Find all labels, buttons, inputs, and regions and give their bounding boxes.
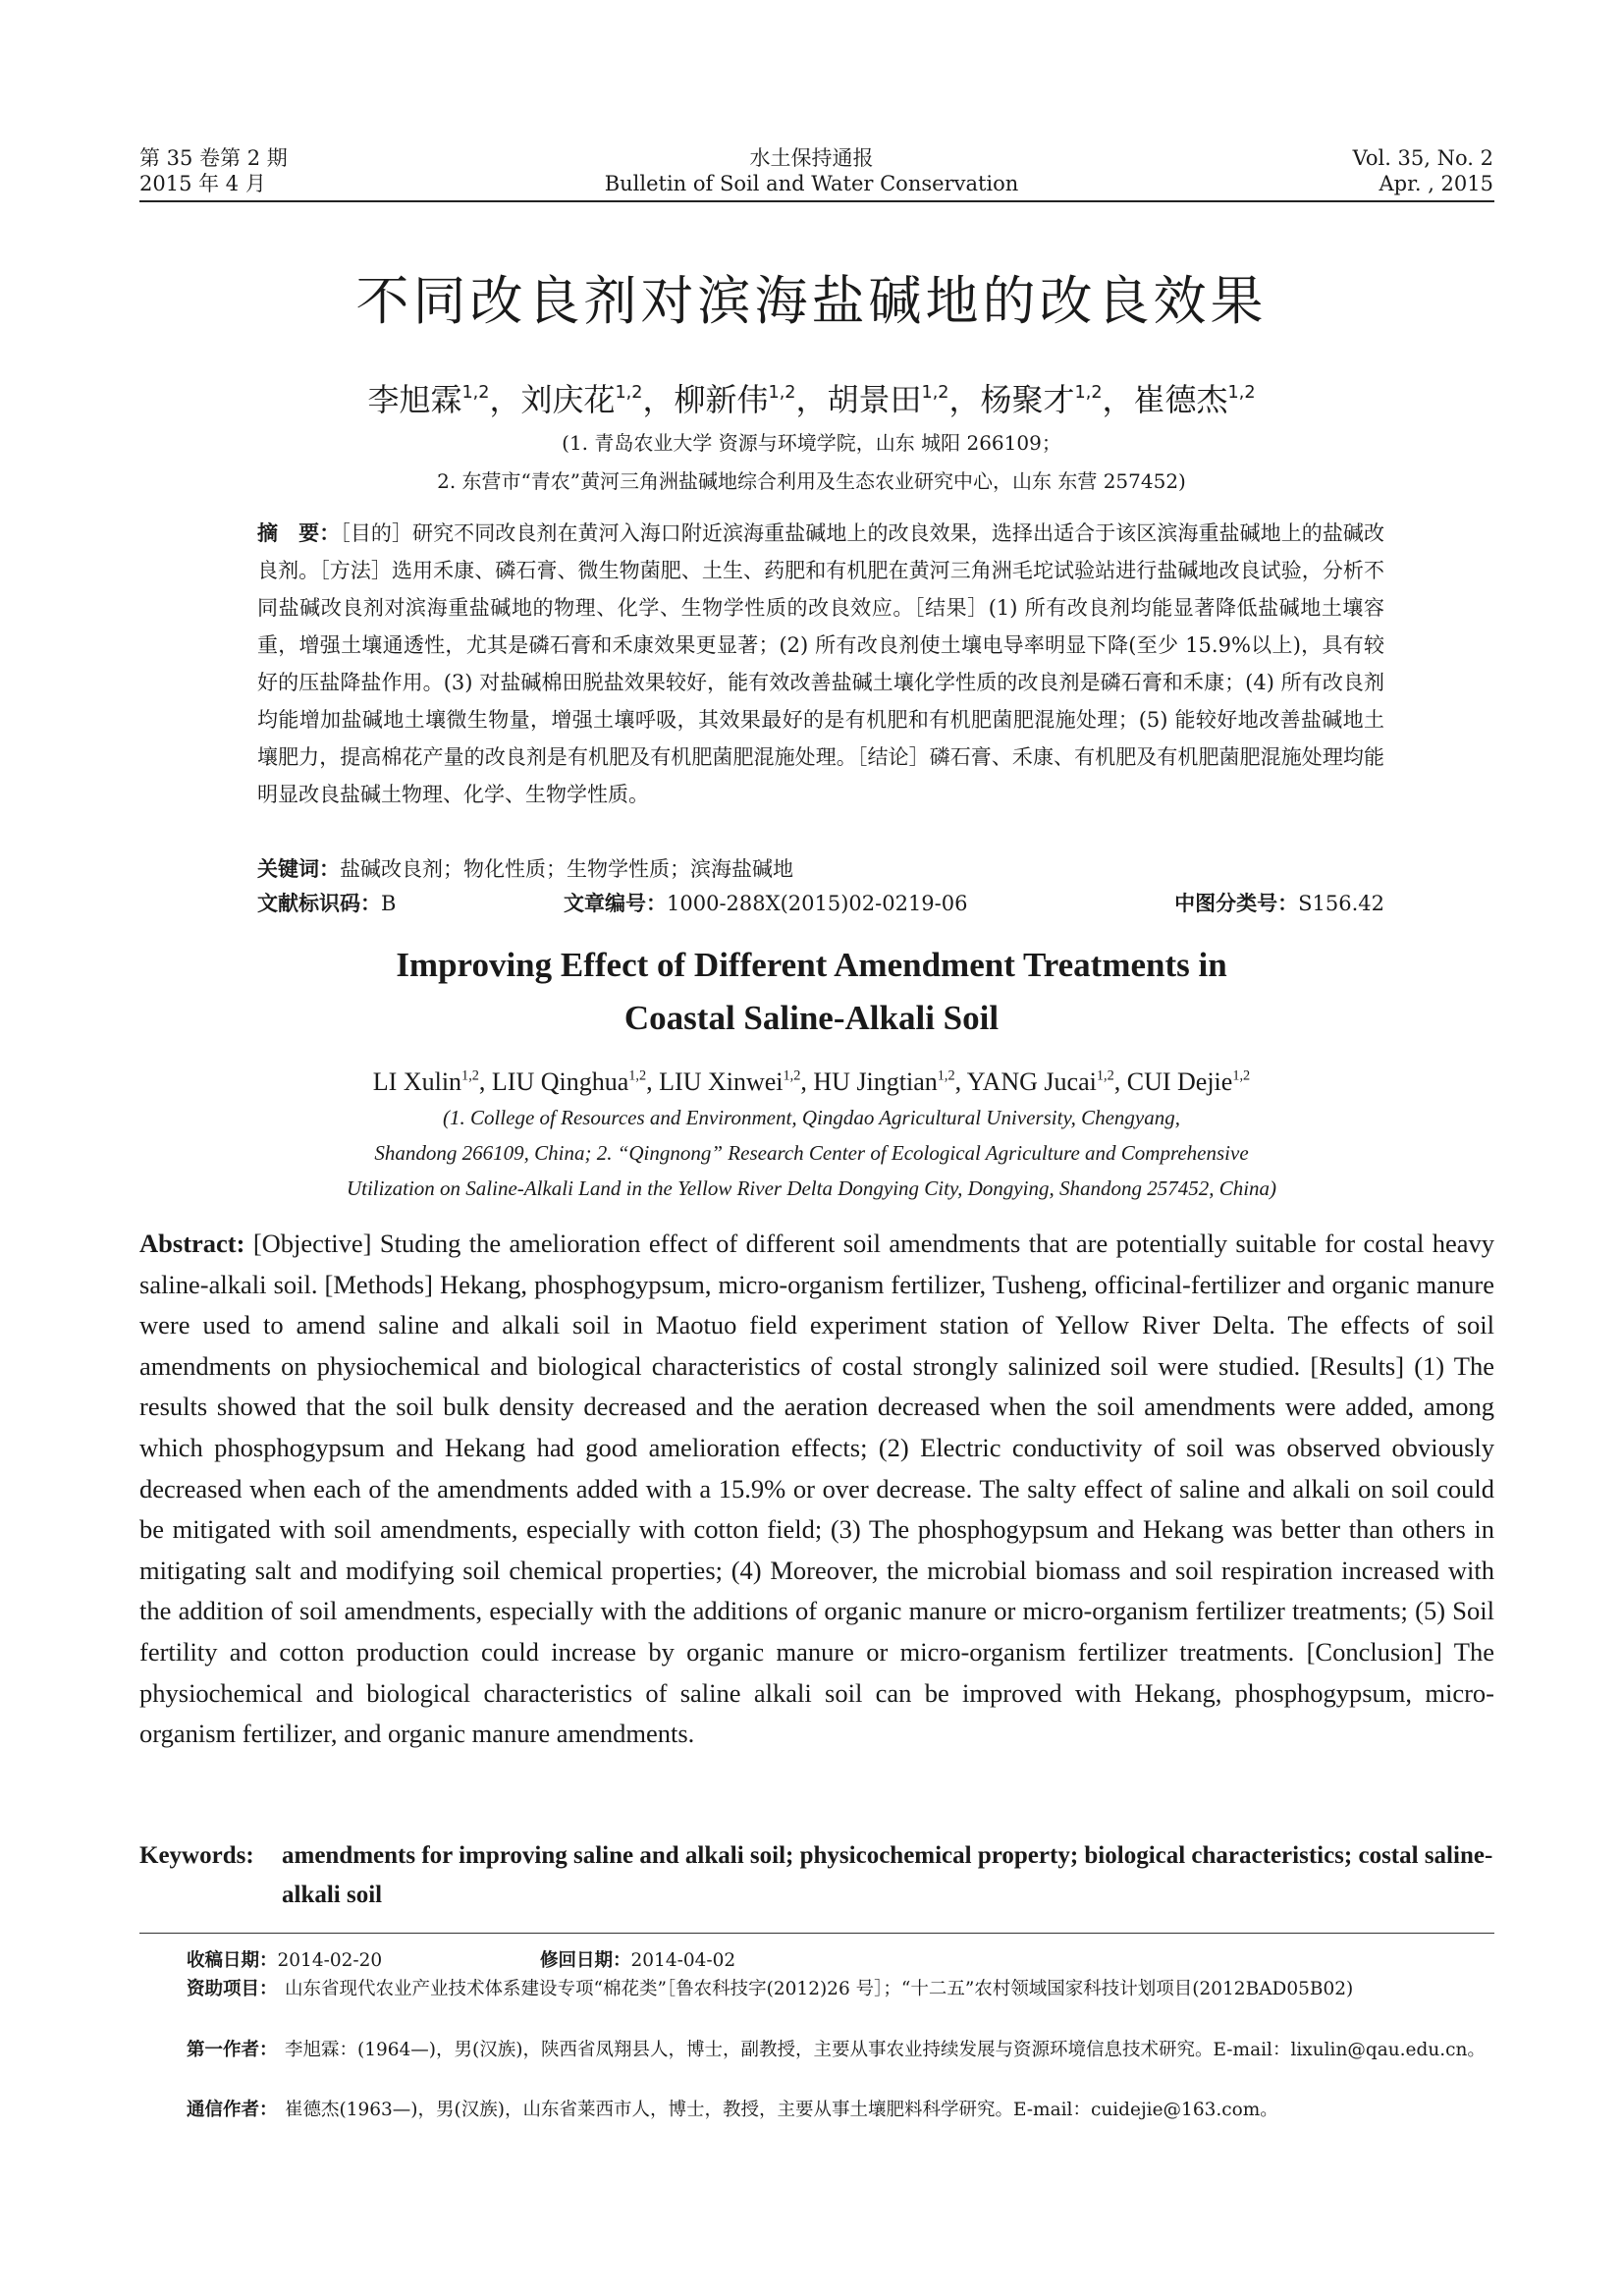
clc-number: [1174, 890, 1384, 917]
cn-author-name: 李旭霖: [367, 381, 462, 419]
volume-issue: 第 35 卷第 2 期: [139, 146, 288, 170]
paper-title-en: [0, 939, 1623, 1045]
header-divider: [139, 200, 1494, 202]
corresponding-label: 通信作者：: [187, 2100, 278, 2120]
en-author-name: LIU Qinghua: [491, 1066, 629, 1096]
en-author: [492, 1067, 646, 1096]
cn-author: [828, 381, 949, 418]
cn-author-affiliation-marker: 1,2: [1227, 383, 1256, 403]
cn-author-name: 杨聚才: [980, 381, 1075, 419]
abstract-cn-text: ［目的］研究不同改良剂在黄河入海口附近滨海重盐碱地上的改良效果，选择出适合于该区滨海重盐碱地上的盐碱改良剂。［方法］选用禾康、磷石膏、微生物菌肥、土生、药肥和有机肥在黄河三角洲毛坨试验站进行盐碱地改良试验，分析不同盐碱改良剂对滨海重盐碱地的物理、化学、生物学性质的改良效应。［结果］(1) 所有改良剂均能显著降低盐碱地土壤容重，增强土壤通透性，尤其是磷石膏和禾康效果更显著；(2) 所有改良剂使土壤电导率明显下降(至少 15.9%以上)，具有较好的压盐降盐作用。(3) 对盐碱棉田脱盐效果较好，能有效改善盐碱土壤化学性质的改良剂是磷石膏和禾康；(4) 所有改良剂均能增加盐碱地土壤微生物量，增强土壤呼吸，其效果最好的是有机肥和有机肥菌肥混施处理；(5) 能较好地改善盐碱地土壤肥力，提高棉花产量的改良剂是有机肥及有机肥菌肥混施处理。［结论］磷石膏、禾康、有机肥及有机肥菌肥混施处理均能明显改良盐碱土物理、化学、生物学性质。: [257, 521, 1385, 806]
keywords-cn-label: 关键词：: [257, 857, 340, 881]
author-list-cn: 李旭霖$^{1,2}$，刘庆花$^{1,2}$，柳新伟$^{1,2}$，胡景田$^{1,2}$，杨聚才$^{1,2}$，崔德杰$^{1,2}$: [367, 381, 1256, 419]
received-date: 2014-02-20: [277, 1950, 383, 1971]
revised-group: [540, 1948, 735, 1974]
journal-name-en: Bulletin of Soil and Water Conservation: [604, 172, 1019, 195]
abstract-en-label: Abstract:: [139, 1229, 245, 1258]
footnote-dates: [187, 1948, 1494, 1974]
cn-author: [674, 381, 795, 418]
en-author-affiliation-marker: 1,2: [783, 1067, 801, 1083]
journal-issue-info-en: [1353, 145, 1493, 196]
cn-author: [1134, 381, 1256, 418]
en-author-affiliation-marker: 1,2: [628, 1067, 647, 1083]
en-author: [1127, 1067, 1250, 1096]
paper-title-en-line1: Improving Effect of Different Amendment Treatments in: [396, 946, 1227, 984]
en-author-affiliation-marker: 1,2: [1232, 1067, 1251, 1083]
footnote-funding: [187, 1977, 1494, 2002]
en-author: [967, 1067, 1114, 1096]
affiliation-cn-1: (1. 青岛农业大学 资源与环境学院，山东 城阳 266109；: [562, 431, 1061, 455]
en-author-affiliation-marker: 1,2: [461, 1067, 479, 1083]
keywords-cn: [257, 850, 1384, 888]
footnote-divider: [139, 1933, 1494, 1934]
issue-date-en: Apr. , 2015: [1379, 172, 1493, 195]
clc-number-value: S156.42: [1298, 892, 1384, 915]
abstract-en-text: [Objective] Studing the amelioration effect of different soil amendments that are potentially suitable for costal heavy saline-alkali soil. [Methods] Hekang, phosphogypsum, micro-organism fertilizer, Tusheng, officinal-fertilizer and organic manure were used to amend saline and alkali soil in Maotuo field experiment station of Yellow River Delta. The effects of soil amendments on physiochemical and biological characteristics of costal strongly salinized soil were studied. [Results] (1) The results showed that the soil bulk density decreased and the aeration decreased when the soil amendments were added, among which phosphogypsum and Hekang had good amelioration effects; (2) Electric conductivity of soil was observed obviously decreased when each of the amendments added with a 15.9% or over decrease. The salty effect of saline and alkali on soil could be mitigated with soil amendments, especially with cotton field; (3) The phosphogypsum and Hekang was better than others in mitigating salt and modifying soil chemical properties; (4) Moreover, the microbial biomass and soil respiration increased with the addition of soil amendments, especially with the additions of organic manure or micro-organism fertilizer treatments; (5) Soil fertility and cotton production could increase by organic manure or micro-organism fertilizer treatments. [Conclusion] The physiochemical and biological characteristics of saline alkali soil can be improved with Hekang, phosphogypsum, micro-organism fertilizer, and organic manure amendments.: [139, 1229, 1494, 1749]
funding-text: 山东省现代农业产业技术体系建设专项“棉花类”［鲁农科技字(2012)26 号］；“十二五”农村领域国家科技计划项目(2012BAD05B02): [285, 1979, 1354, 1999]
article-number-value: 1000-288X(2015)02-0219-06: [667, 892, 968, 915]
en-author: [813, 1067, 954, 1096]
cn-author: [981, 381, 1103, 418]
affiliation-en-line3: Utilization on Saline-Alkali Land in the Yellow River Delta Dongying City, Dongying, Shandong 257452, China): [346, 1176, 1277, 1200]
issue-date: 2015 年 4 月: [139, 172, 266, 195]
cn-author-affiliation-marker: 1,2: [768, 383, 796, 403]
en-author-name: HU Jingtian: [813, 1066, 938, 1096]
en-author: [373, 1067, 479, 1096]
cn-author-affiliation-marker: 1,2: [921, 383, 949, 403]
abstract-en: [139, 1224, 1494, 1755]
cn-author-name: 刘庆花: [520, 381, 616, 419]
funding-label: 资助项目：: [187, 1979, 278, 1999]
cn-author: [520, 381, 642, 418]
en-author-affiliation-marker: 1,2: [1096, 1067, 1114, 1083]
affiliation-en: [0, 1100, 1623, 1206]
cn-author-name: 崔德杰: [1133, 381, 1228, 419]
affiliation-cn-2: 2. 东营市“青农”黄河三角洲盐碱地综合利用及生态农业研究中心，山东 东营 257452): [437, 469, 1186, 493]
keywords-cn-text: 盐碱改良剂；物化性质；生物学性质；滨海盐碱地: [340, 857, 793, 881]
cn-author: [367, 381, 489, 418]
revised-date: 2014-04-02: [630, 1950, 736, 1971]
affiliation-en-line2: Shandong 266109, China; 2. “Qingnong” Research Center of Ecological Agriculture and Comprehensive: [374, 1141, 1249, 1165]
affiliation-en-line1: (1. College of Resources and Environment, Qingdao Agricultural University, Chengyang,: [442, 1106, 1181, 1129]
article-number-label: 文章编号：: [564, 892, 667, 915]
paper-title-cn: 不同改良剂对滨海盐碱地的改良效果: [355, 270, 1268, 332]
cn-author-affiliation-marker: 1,2: [615, 383, 643, 403]
article-number: [564, 890, 967, 917]
doc-code-label: 文献标识码：: [257, 892, 381, 915]
corresponding-text: 崔德杰(1963—)，男(汉族)，山东省莱西市人，博士，教授，主要从事土壤肥料科学研究。E-mail：cuidejie@163.com。: [285, 2100, 1278, 2120]
keywords-en-text: amendments for improving saline and alkali soil; physicochemical property; biological characteristics; costal saline-alkali soil: [282, 1842, 1493, 1908]
doc-code-value: B: [381, 892, 397, 915]
first-author-label: 第一作者：: [187, 2040, 278, 2060]
en-author-name: YANG Jucai: [966, 1066, 1097, 1096]
author-list-en: LI Xulin$^{1,2}$, LIU Qinghua$^{1,2}$, LIU Xinwei$^{1,2}$, HU Jingtian$^{1,2}$, YANG Jucai$^{1,2}$, CUI Dejie$^{1,2}$: [372, 1066, 1251, 1096]
en-author-name: LI Xulin: [372, 1066, 462, 1096]
cn-author-affiliation-marker: 1,2: [1074, 383, 1103, 403]
paper-title-en-line2: Coastal Saline-Alkali Soil: [623, 999, 1000, 1037]
journal-name-cn: 水土保持通报: [749, 146, 874, 170]
revised-label: 修回日期：: [540, 1950, 631, 1971]
cn-author-name: 柳新伟: [674, 381, 769, 419]
received-label: 收稿日期：: [187, 1950, 278, 1971]
en-author-name: LIU Xinwei: [659, 1066, 784, 1096]
en-author: [659, 1067, 800, 1096]
cn-author-name: 胡景田: [827, 381, 922, 419]
abstract-cn-label: 摘 要：: [257, 521, 341, 545]
en-author-name: CUI Dejie: [1126, 1066, 1233, 1096]
keywords-en-label: Keywords:: [139, 1842, 254, 1869]
volume-issue-en: Vol. 35, No. 2: [1352, 146, 1493, 170]
doc-code: [257, 890, 396, 917]
first-author-text: 李旭霖：(1964—)，男(汉族)，陕西省凤翔县人，博士，副教授，主要从事农业持续发展与资源环境信息技术研究。E-mail：lixulin@qau.edu.cn。: [285, 2040, 1486, 2060]
abstract-cn: [257, 515, 1384, 813]
footnote-first-author: [187, 2038, 1494, 2063]
footnote-corresponding: [187, 2098, 1494, 2123]
cn-author-affiliation-marker: 1,2: [461, 383, 490, 403]
keywords-en: [139, 1836, 1494, 1915]
en-author-affiliation-marker: 1,2: [937, 1067, 955, 1083]
clc-number-label: 中图分类号：: [1174, 892, 1299, 915]
